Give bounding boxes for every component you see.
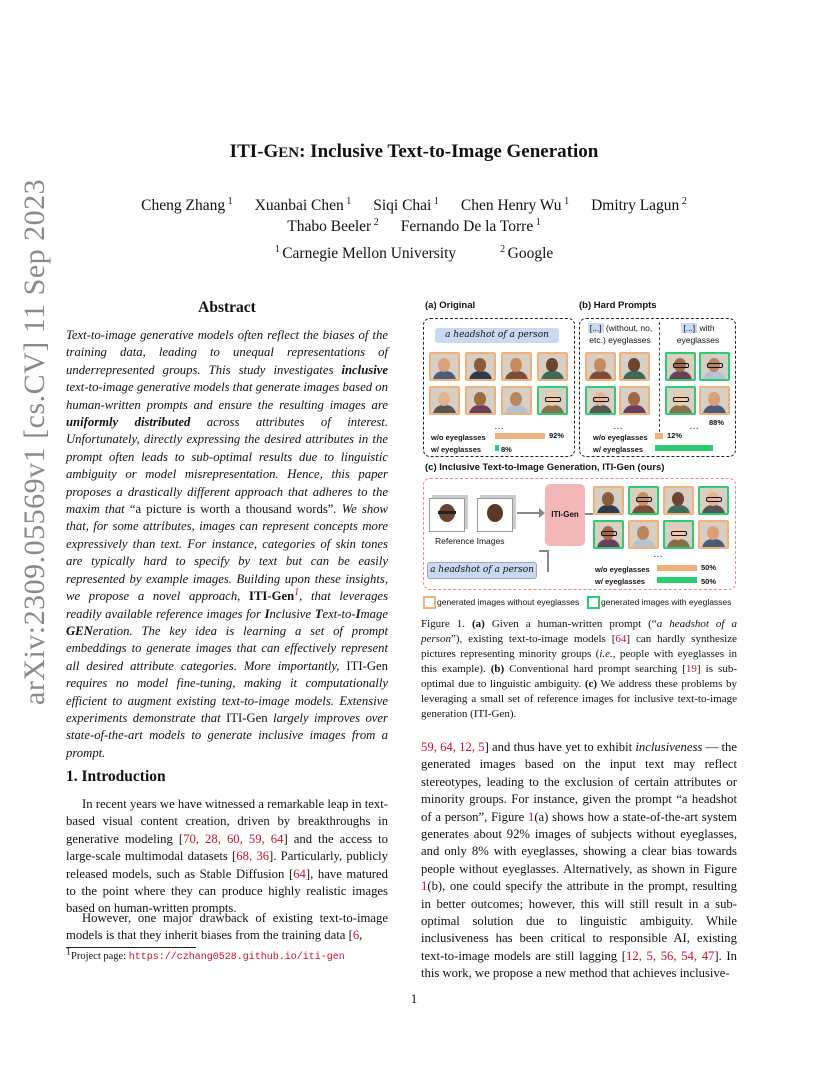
affiliation-marker: 2 [371, 216, 379, 228]
author-name: Siqi Chai [373, 197, 432, 214]
reference-images-label: Reference Images [435, 536, 505, 546]
legend-without: generated images without eyeglasses [437, 597, 580, 607]
affiliation-0 [275, 245, 456, 262]
generated-face-with-eyeglasses [663, 520, 694, 549]
arxiv-stamp [8, 178, 62, 705]
face-shape [602, 492, 614, 506]
abstract-emph: I [355, 606, 361, 621]
author-1 [255, 197, 352, 214]
figure-1 [421, 300, 739, 610]
shoulder-shape [702, 539, 725, 549]
abstract-emph: I [264, 606, 270, 621]
author-name: Xuanbai Chen [254, 197, 344, 214]
hard-prompt-with [665, 322, 731, 346]
shoulder-shape [469, 371, 492, 381]
face-shape [546, 358, 558, 372]
body-text: — the generated images based on the input text may reflect stereotypes, leading to the exclusion of certain attributes or minority groups. For instance, given the prompt “a headshot of a person”, Figure [421, 740, 737, 824]
figure-label-b: (b) Hard Prompts [579, 300, 657, 311]
caption-part: (a) [471, 618, 485, 630]
affiliation-marker: 2 [679, 195, 687, 207]
arxiv-id: arXiv:2309.05569v1 [cs.CV] 11 Sep 2023 [18, 178, 51, 705]
shoulder-shape [433, 371, 456, 381]
eyeglasses-mark [673, 397, 689, 402]
reference-face [487, 504, 503, 522]
face-shape [438, 392, 450, 406]
generated-face-without-eyeglasses [429, 386, 460, 415]
caption-text: ] is sub-optimal due to linguistic ambiguity. [421, 663, 737, 690]
iti-gen-block: ITI-Gen [545, 484, 585, 546]
generated-face-without-eyeglasses [628, 520, 659, 549]
shoulder-shape [667, 505, 690, 515]
caption-emph: i.e. [599, 648, 613, 660]
affiliation-marker: 1 [431, 195, 439, 207]
figure-ref-link[interactable]: 1 [527, 809, 535, 824]
generated-face-without-eyeglasses [429, 352, 460, 381]
placeholder-token: [...] [683, 323, 696, 333]
figure-label-a: (a) Original [425, 300, 476, 311]
generated-face-without-eyeglasses [465, 352, 496, 381]
eyeglasses-mark [671, 531, 687, 536]
intro-paragraph-2 [66, 910, 388, 945]
bar-c-with [657, 577, 697, 583]
abstract-text: eration. The key idea is learning a set of prompt embeddings to generate images that can effectively represent all desired attribute categories. More importantly, [66, 623, 388, 673]
title-rest: : Inclusive Text-to-Image Generation [299, 141, 599, 162]
footnote-number: 1 [66, 946, 71, 958]
shoulder-shape [703, 371, 726, 381]
value-c-with: 50% [701, 577, 717, 586]
affiliation-name: Carnegie Mellon University [282, 245, 457, 262]
generated-face-with-eyeglasses [628, 486, 659, 515]
caption-text: ] can hardly synthesize pictures representing minority groups ( [421, 633, 737, 660]
legend-with: generated images with eyeglasses [601, 597, 732, 607]
abstract-text: Text-to-image generative models often reflect the biases of the training data, leading to unequal representations of underrepresented groups. This study investigates [66, 328, 388, 377]
body-text: In recent years we have witnessed a remarkable leap in text-based visual content creation, driven by breakthroughs in generative modeling [ [66, 797, 388, 846]
eyeglasses-mark [673, 363, 689, 368]
face-shape [672, 492, 684, 506]
affiliation-name: Google [507, 245, 554, 262]
arrow-prompt-to-iti [539, 550, 549, 572]
w-label-c: w/ eyeglasses [595, 577, 646, 586]
arrow-iti-to-output [585, 513, 593, 515]
abstract-heading: Abstract [198, 299, 256, 316]
footnote-rule [66, 947, 196, 948]
shoulder-shape [589, 371, 612, 381]
bar-b-without [655, 433, 663, 439]
affiliation-marker: 1 [561, 195, 570, 207]
eyeglasses-mark [601, 531, 617, 536]
generated-face-without-eyeglasses [585, 352, 616, 381]
abstract-text: nclusive [269, 606, 315, 621]
face-shape [707, 526, 719, 540]
eyeglasses-mark [593, 397, 609, 402]
affiliation-marker: 1 [225, 195, 233, 207]
abstract-body [66, 327, 388, 762]
shoulder-shape [703, 405, 726, 415]
caption-part: (b) [490, 663, 505, 675]
generated-face-without-eyeglasses [619, 386, 650, 415]
legend-swatch-without [423, 596, 436, 609]
shoulder-shape [597, 539, 620, 549]
caption-text: Conventional hard prompt searching [ [504, 663, 686, 675]
generated-face-without-eyeglasses [465, 386, 496, 415]
generated-face-without-eyeglasses [501, 352, 532, 381]
wo-label-a: w/o eyeglasses [431, 433, 486, 442]
generated-face-without-eyeglasses [501, 386, 532, 415]
body-text: (b), one could specify the attribute in the prompt, resulting in better outcomes; however, this will still result in a sub-optimal solution due to linguistic ambiguity. While inclusiveness has been critical to responsible AI, existing text-to-image models are still lagging [ [421, 879, 737, 963]
body-text: , [359, 928, 363, 943]
intro-paragraph-1 [66, 796, 388, 918]
face-shape [510, 392, 522, 406]
value-a-with: 8% [501, 445, 512, 454]
shoulder-shape [632, 505, 655, 515]
generated-face-with-eyeglasses [665, 386, 696, 415]
generated-face-without-eyeglasses [593, 486, 624, 515]
eyeglasses-mark [707, 363, 723, 368]
ellipsis: … [494, 421, 504, 432]
abstract-text: largely improves over state-of-the-art models to generate inclusive images from a prompt. [66, 710, 388, 760]
citation-link[interactable]: 12, 5, 56, 54, 47 [626, 948, 715, 963]
face-shape [708, 392, 720, 406]
shoulder-shape [667, 539, 690, 549]
generated-face-with-eyeglasses [699, 352, 730, 381]
abstract-text: mage [360, 606, 388, 621]
shoulder-shape [433, 405, 456, 415]
wo-label-b: w/o eyeglasses [593, 433, 648, 442]
author-name: Cheng Zhang [141, 197, 226, 214]
author-1 [401, 218, 541, 235]
eyeglasses-mark [636, 497, 652, 502]
footnote-label: Project page: [71, 951, 129, 962]
title-prefix: ITI-G [229, 141, 279, 162]
face-shape [474, 358, 486, 372]
hard-prompt-text: with eyeglasses [676, 323, 720, 345]
shoulder-shape [589, 405, 612, 415]
w-label-a: w/ eyeglasses [431, 445, 482, 454]
body-text: (a) shows how a state-of-the-art system generates about 92% images of subjects without eyeglasses, and only 8% with eyeglasses, showing a clear bias towards people without eyeglasses. Alternatively, as shown in Figure [421, 809, 737, 876]
body-text: ]. Particularly, publicly released models, such as Stable Diffusion [ [66, 849, 389, 881]
generated-face-without-eyeglasses [619, 352, 650, 381]
paper-title [0, 141, 828, 163]
reference-image-stack-2 [477, 498, 513, 532]
shoulder-shape [702, 505, 725, 515]
shoulder-shape [623, 405, 646, 415]
section-heading-introduction: 1. Introduction [66, 768, 166, 785]
citation-link[interactable]: 6 [352, 928, 360, 943]
panel-b-divider [659, 322, 661, 432]
abstract-text: ext-to- [322, 606, 356, 621]
authors-line-2 [80, 216, 748, 237]
affiliations [80, 243, 748, 264]
shoulder-shape [632, 539, 655, 549]
w-label-b: w/ eyeglasses [593, 445, 644, 454]
abstract-text: across attributes of interest. Unfortunately, directly expressing the desired attributes in the prompt often leads to sub-optimal results due to linguistic ambiguity or model misrepresentation. Hence, this paper proposes a drastically different approach that adheres to the maxim that [66, 415, 388, 517]
affiliation-marker: 1 [343, 195, 352, 207]
face-shape [474, 392, 486, 406]
figure-ref-link[interactable]: 1 [421, 879, 428, 894]
footnote [66, 946, 345, 963]
value-c-without: 50% [701, 563, 717, 572]
caption-text: ”), existing text-to-image models [ [450, 633, 616, 645]
body-text: ] and thus have yet to exhibit [484, 740, 636, 754]
abstract-text: requires no model fine-tuning, making it computationally efficient to augment existing text-to-image models. Extensive experiments demonstrate that [66, 676, 388, 725]
face-shape [628, 392, 640, 406]
title-smallcaps: EN [278, 145, 300, 161]
body-text: ], have matured to the point where they can produce highly realistic images based on human-written prompts. [66, 866, 389, 916]
generated-face-with-eyeglasses [537, 386, 568, 415]
face-shape [438, 358, 450, 372]
citation-link[interactable]: 59, 64, 12, 5 [421, 740, 485, 754]
placeholder-token: [...] [589, 323, 602, 333]
hard-prompt-text: (without, no, etc.) eyeglasses [589, 323, 653, 345]
face-shape [594, 358, 606, 372]
author-0 [141, 197, 232, 214]
author-0 [287, 218, 378, 235]
generated-face-with-eyeglasses [593, 520, 624, 549]
shoulder-shape [597, 505, 620, 515]
body-text: ]. In this work, we propose a new method that achieves inclusive- [421, 948, 738, 981]
value-b-without: 12% [667, 431, 683, 440]
abstract-method-name: ITI-Gen [226, 710, 268, 725]
prompt-pill-a: a headshot of a person [435, 328, 559, 343]
generated-face-with-eyeglasses [585, 386, 616, 415]
value-b-with: 88% [709, 418, 725, 427]
citation-link[interactable]: 64 [293, 866, 306, 881]
prompt-pill-c: a headshot of a person [427, 562, 537, 579]
shoulder-shape [669, 405, 692, 415]
ellipsis: … [689, 421, 699, 432]
author-name: Thabo Beeler [287, 218, 372, 235]
eyeglasses-mark [438, 511, 456, 514]
citation-link[interactable]: 68, 36 [236, 849, 270, 864]
affiliation-1 [500, 245, 553, 262]
author-name: Fernando De la Torre [400, 218, 534, 235]
author-3 [461, 197, 569, 214]
arrow-to-iti [517, 512, 539, 514]
bar-a-with [495, 445, 499, 451]
caption-text: , people with eyeglasses in this example). [421, 648, 737, 675]
caption-text: We address these problems by leveraging a small set of reference images for inclusive text-to-image generation (ITI-Gen). [421, 678, 737, 720]
value-a-without: 92% [549, 431, 565, 440]
abstract-method-name: ITI-Gen [346, 658, 388, 673]
intro-right-column [421, 739, 737, 983]
generated-face-without-eyeglasses [699, 386, 730, 415]
abstract-emph: uniformly distributed [66, 415, 191, 430]
wo-label-c: w/o eyeglasses [595, 565, 650, 574]
author-2 [373, 197, 439, 214]
authors-line-1 [80, 195, 748, 216]
face-shape [510, 358, 522, 372]
legend-swatch-with [587, 596, 600, 609]
generated-face-without-eyeglasses [698, 520, 729, 549]
shoulder-shape [505, 371, 528, 381]
generated-face-without-eyeglasses [537, 352, 568, 381]
affiliation-number: 2 [500, 243, 508, 255]
bar-a-without [495, 433, 545, 439]
face-shape [637, 526, 649, 540]
ellipsis: … [653, 549, 663, 560]
hard-prompt-without [585, 322, 655, 346]
face-shape [628, 358, 640, 372]
body-emph: inclusiveness [635, 740, 703, 754]
affiliation-number: 1 [274, 243, 283, 255]
generated-face-with-eyeglasses [665, 352, 696, 381]
abstract-emph: ITI-Gen [249, 589, 295, 604]
citation-link[interactable]: 70, 28, 60, 59, 64 [183, 831, 284, 846]
shoulder-shape [669, 371, 692, 381]
author-name: Dmitry Lagun [591, 197, 680, 214]
footnote-marker[interactable]: 1 [294, 586, 300, 598]
abstract-text: . We show that, for some attributes, images can represent concepts more expressively than text. For instance, categories of skin tones are typically hard to specify by text but can be easily represented by example images. Building upon these insights, we propose a novel approach, [66, 502, 388, 604]
shoulder-shape [469, 405, 492, 415]
figure-caption [421, 617, 737, 722]
affiliation-marker: 1 [533, 216, 541, 228]
citation-link[interactable]: 19 [685, 663, 697, 675]
abstract-emph: inclusive [341, 362, 388, 377]
shoulder-shape [541, 405, 564, 415]
generated-face-with-eyeglasses [698, 486, 729, 515]
abstract-quote: “a picture is worth a thousand words” [129, 502, 334, 517]
author-name: Chen Henry Wu [460, 197, 562, 214]
shoulder-shape [623, 371, 646, 381]
body-text: However, one major drawback of existing text-to-image models is that they inherit biases from the training data [ [66, 911, 388, 943]
bar-b-with [655, 445, 713, 451]
abstract-emph: T [314, 606, 323, 621]
figure-label-c: (c) Inclusive Text-to-Image Generation, ITI-Gen (ours) [425, 462, 665, 473]
reference-image-stack-1 [429, 498, 465, 532]
ellipsis: … [613, 421, 623, 432]
eyeglasses-mark [545, 397, 561, 402]
citation-link[interactable]: 64 [615, 633, 627, 645]
project-page-link[interactable]: https://czhang0528.github.io/iti-gen [128, 952, 345, 963]
caption-label: Figure 1. [421, 618, 472, 630]
shoulder-shape [541, 371, 564, 381]
eyeglasses-mark [706, 497, 722, 502]
shoulder-shape [505, 405, 528, 415]
body-text: ] and the access to large-scale multimodal datasets [ [66, 831, 389, 864]
abstract-text: , that leverages readily available reference images for [66, 589, 389, 621]
caption-part: (c) [584, 678, 598, 690]
abstract-emph: GEN [66, 623, 93, 638]
abstract-text: text-to-image generative models that generate images based on human-written prompts and ensure the resulting images are [66, 380, 388, 412]
bar-c-without [657, 565, 697, 571]
page-number: 1 [410, 991, 418, 1006]
author-4 [591, 197, 687, 214]
generated-face-without-eyeglasses [663, 486, 694, 515]
caption-text: Given a human-written prompt (“ [484, 618, 657, 630]
caption-emph: a headshot of a person [421, 618, 737, 645]
